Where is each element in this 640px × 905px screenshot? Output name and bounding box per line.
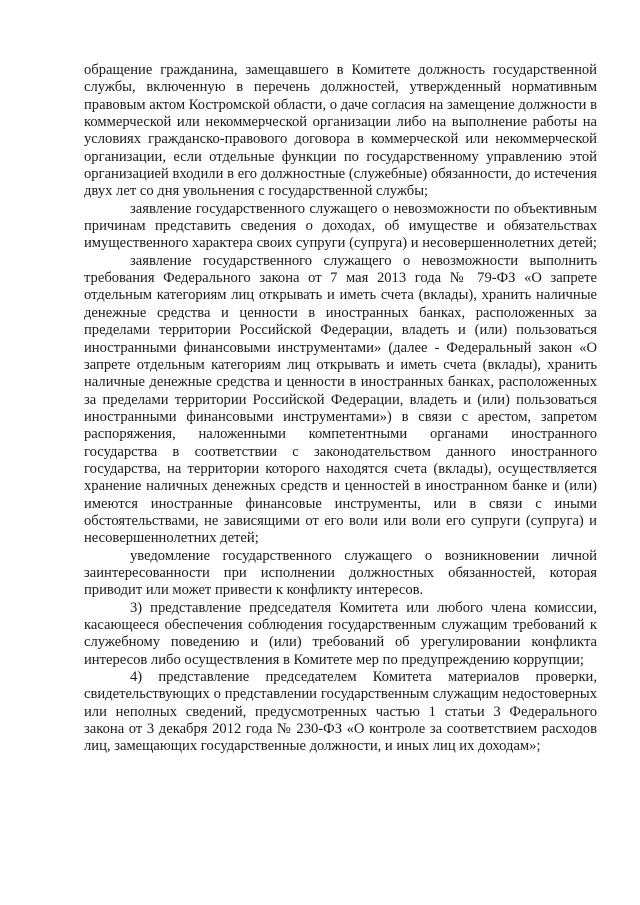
paragraph-conflict-notification: уведомление государственного служащего о возникновении личной заинтересованности при исполнении должностных обязанностей, которая приводит или может привести к конфликту интересов. <box>84 547 597 599</box>
paragraph-foreign-accounts-statement: заявление государственного служащего о невозможности выполнить требования Федерального закона от 7 мая 2013 года № 79-ФЗ «О запрете отдельным категориям лиц открывать и иметь счета (вклады), хранить наличные денежные средства и ценности в иностранных банках, расположенных за пределами территории Российской Федерации, владеть и (или) пользоваться иностранными финансовыми инструментами» (далее - Федеральный закон «О запрете отдельным категориям лиц открывать и иметь счета (вклады), хранить наличные денежные средства и ценности в иностранных банках, расположенных за пределами территории Российской Федерации, владеть и (или) пользоваться иностранными финансовыми инструментами») в связи с арестом, запретом распоряжения, наложенными компетентными органами иностранного государства в соответствии с законодательством данного иностранного государства, на территории которого находятся счета (вклады), осуществляется хранение наличных денежных средств и ценностей в иностранном банке и (или) имеются иностранные финансовые инструменты, или в связи с иными обстоятельствами, не зависящими от его воли или воли его супруги (супруга) и несовершеннолетних детей; <box>84 252 597 547</box>
paragraph-income-statement: заявление государственного служащего о невозможности по объективным причинам представить сведения о доходах, об имуществе и обязательствах имущественного характера своих супруги (супруга) и несовершеннолетних детей; <box>84 200 597 252</box>
paragraph-item-3: 3) представление председателя Комитета или любого члена комиссии, касающееся обеспечения соблюдения государственным служащим требований к служебному поведению и (или) требований об урегулировании конфликта интересов либо осуществления в Комитете мер по предупреждению коррупции; <box>84 599 597 668</box>
document-page <box>84 62 597 756</box>
paragraph-citizen-appeal: обращение гражданина, замещавшего в Комитете должность государственной службы, включенную в перечень должностей, утвержденный нормативным правовым актом Костромской области, о даче согласия на замещение должности в коммерческой или некоммерческой организации либо на выполнение работы на условиях гражданско-правового договора в коммерческой или некоммерческой организации, если отдельные функции по государственному управлению этой организацией входили в его должностные (служебные) обязанности, до истечения двух лет со дня увольнения с государственной службы; <box>84 62 597 200</box>
paragraph-item-4: 4) представление председателем Комитета материалов проверки, свидетельствующих о представлении государственным служащим недостоверных или неполных сведений, предусмотренных частью 1 статьи 3 Федерального закона от 3 декабря 2012 года № 230-ФЗ «О контроле за соответствием расходов лиц, замещающих государственные должности, и иных лиц их доходам»; <box>84 669 597 755</box>
